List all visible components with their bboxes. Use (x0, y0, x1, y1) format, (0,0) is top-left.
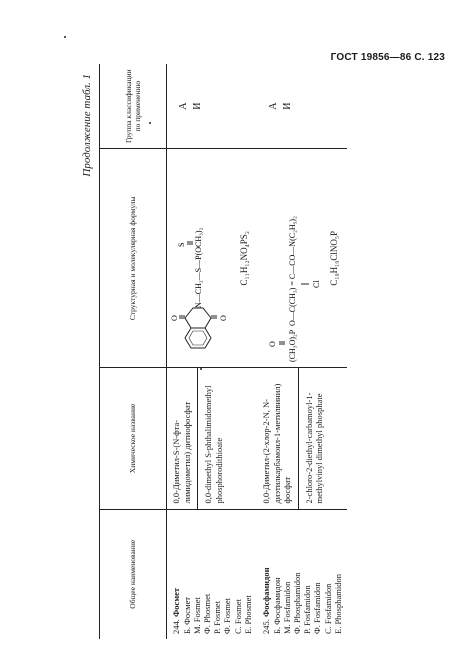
common-name-cell (167, 509, 257, 639)
group-cell (257, 64, 347, 149)
formula-cell (257, 149, 347, 368)
molecular-formula: C₁₁H₁₂NO₄PS₂ (239, 231, 249, 286)
formula-chain: N—CH₂—S—P(OCH₃)₂ (194, 227, 203, 309)
group-code: А (267, 102, 279, 110)
group-code: И (192, 102, 203, 110)
rotated-table-page (77, 64, 437, 639)
chemical-name-en: 0,0-dimethyl S-phthalimidomethyl phosphorodithioate (203, 385, 224, 504)
column-header: Общее наименование (100, 509, 167, 639)
chemical-name-cell (257, 368, 347, 509)
chemical-name-en: 2-chloro-2-diethyl-carbamoyl-1-methylvinyl dimethyl phosphate (303, 392, 325, 504)
synonym: P. Fosmet (212, 600, 223, 634)
formula-atom: S (177, 242, 186, 248)
table-continuation: Продолжение табл. 1 (81, 74, 93, 177)
synonym: Ф. Fosmet (222, 598, 233, 634)
row-number: 244. (171, 619, 181, 634)
synonym: Е. Phosphamidon (332, 574, 343, 634)
group-code: И (281, 102, 293, 110)
synonym: Ф. Fosfamidon (312, 582, 323, 634)
formula-atom: Cl (311, 280, 321, 289)
formula-group: (CH₃O)₂P (287, 330, 297, 363)
formula-chain: O—C(CH₃) = C—CO—N(C₂H₅)₂ (287, 216, 297, 327)
formula-atom: O (219, 315, 228, 322)
formula-atom: O (267, 341, 277, 348)
page-header: ГОСТ 19856—86 С. 123 (330, 52, 445, 63)
chemical-name-cell (167, 368, 257, 509)
synonym: Ф. Phosmet (202, 593, 212, 634)
column-header: Структурная и молекулярная формулы (100, 149, 167, 368)
group-code: А (178, 102, 189, 110)
substances-table (99, 64, 347, 639)
chemical-name-ru: 0,0-Диметил-(2-хлор-2-N, N-диэтилкарбамоил-1-метилвинил) фосфат (260, 383, 293, 504)
print-dot (64, 36, 66, 38)
table-row (257, 64, 347, 639)
common-name: Фосмет (171, 587, 181, 617)
synonym: Б. Фосмет (181, 597, 192, 634)
structural-formula (171, 217, 233, 362)
formula-cell (167, 149, 257, 368)
common-name: Фосфамидон (260, 567, 271, 617)
table-row (167, 64, 257, 639)
synonym: М. Fosfamidon (281, 581, 292, 634)
synonym: P. Fosfamidon (302, 585, 313, 634)
table-header-row (100, 64, 167, 639)
molecular-formula: C₁₀H₁₉ClNO₅P (328, 230, 339, 286)
synonym: С. Fosmet (232, 599, 243, 634)
column-header: Группа классификации по применению (100, 64, 167, 149)
synonym: С. Fosfamidon (322, 583, 333, 634)
row-number: 245. (260, 619, 271, 634)
synonym-list (272, 515, 343, 634)
common-name-cell (257, 509, 347, 639)
group-cell (167, 64, 257, 149)
chemical-name-ru: 0,0-Диметил-S-(N-фта-лимидометил) дитиофосфат (171, 401, 192, 504)
synonym: М. Fosmet (191, 597, 202, 634)
column-header: Химическое название (100, 368, 167, 509)
synonym-list (182, 515, 253, 634)
structural-formula (261, 217, 323, 362)
synonym: Е. Phosmet (242, 595, 253, 634)
formula-atom: O (170, 315, 179, 322)
synonym: Ф. Phosphamidon (291, 572, 302, 634)
synonym: Б. Фосфамидон (271, 577, 282, 634)
